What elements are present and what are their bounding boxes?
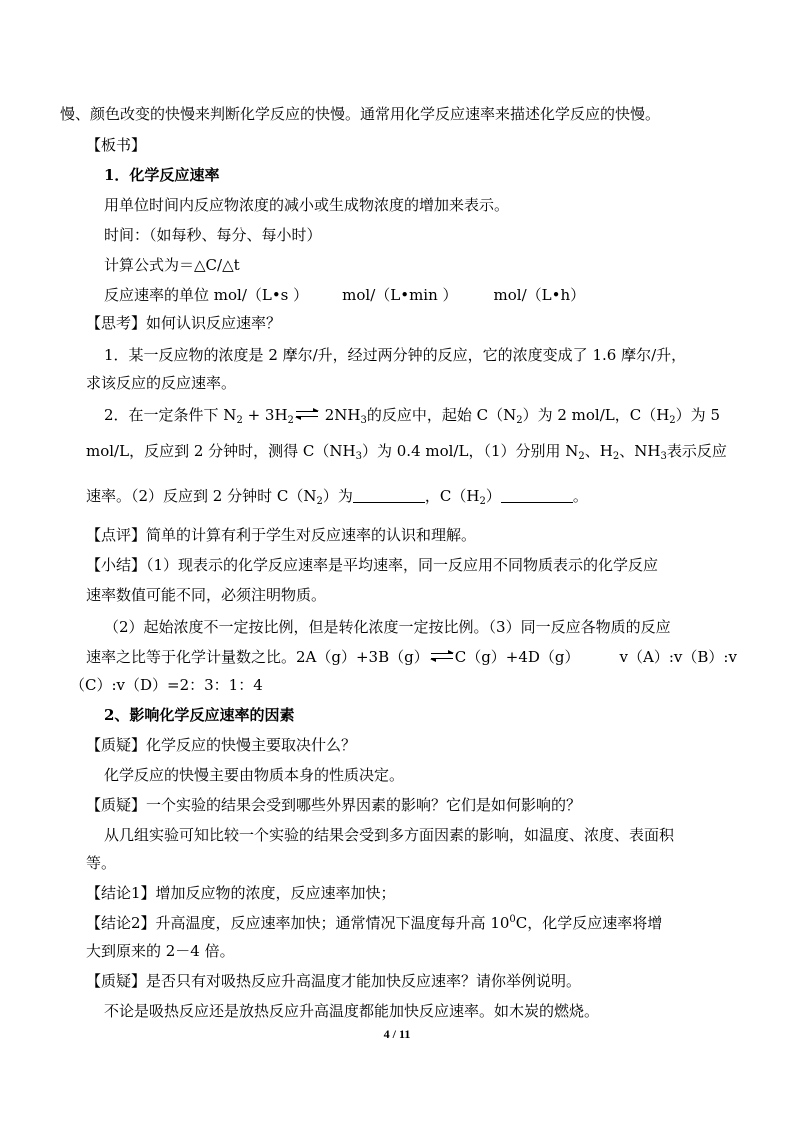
conclusion-2: 【结论2】升高温度，反应速率加快；通常情况下温度每升高 $10^0C$，化学反应速率将增 [86, 914, 663, 932]
text-line: （C）:v（D）=2：3：1：4 [70, 676, 263, 694]
answer-blank [501, 488, 573, 503]
section-label-summary: 【小结】（1）现表示的化学反应速率是平均速率，同一反应用不同物质表示的化学反应 [86, 556, 659, 574]
text-line: 用单位时间内反应物浓度的减小或生成物浓度的增加来表示。 [104, 196, 510, 214]
section-label-comment: 【点评】简单的计算有利于学生对反应速率的认识和理解。 [86, 526, 477, 544]
text-line: 化学反应的快慢主要由物质本身的性质决定。 [104, 766, 405, 784]
unit-per-hour: mol/（L•h） [493, 286, 586, 304]
page-number: 4 / 11 [383, 1027, 411, 1041]
text-line: （2）起始浓度不一定按比例，但是转化浓度一定按比例。（3）同一反应各物质的反应 [104, 618, 671, 636]
text-line: 慢、颜色改变的快慢来判断化学反应的快慢。通常用化学反应速率来描述化学反应的快慢。 [60, 105, 661, 123]
heading-reaction-rate: 1．化学反应速率 [104, 166, 220, 184]
text-line: 从几组实验可知比较一个实验的结果会受到多方面因素的影响，如温度、浓度、表面积 [104, 826, 675, 844]
heading-factors: 2、影响化学反应速率的因素 [104, 706, 295, 724]
section-label-board: 【板书】 [86, 136, 147, 154]
text-line: 不论是吸热反应还是放热反应升高温度都能加快反应速率。如木炭的燃烧。 [104, 1002, 600, 1020]
section-label-question: 【质疑】是否只有对吸热反应升高温度才能加快反应速率？请你举例说明。 [86, 972, 582, 990]
rate-units-line [104, 285, 585, 305]
section-label-think: 【思考】如何认识反应速率？ [86, 314, 282, 332]
formula-line: 计算公式为＝△C/△t [104, 256, 240, 274]
reversible-arrow-icon [296, 409, 318, 419]
answer-blank [353, 488, 425, 503]
question-2: 2．在一定条件下 $N_2 + 3H_2$ $2NH_3$的反应中，起始 $C(N_2)$为 2 mol/L，$C(H_2)$为 5 [104, 406, 720, 426]
conclusion-1: 【结论1】增加反应物的浓度，反应速率加快； [86, 884, 396, 902]
text-line: 速率数值可能不同，必须注明物质。 [86, 586, 327, 604]
section-label-question: 【质疑】化学反应的快慢主要取决什么？ [86, 736, 357, 754]
section-label-question: 【质疑】一个实验的结果会受到哪些外界因素的影响？它们是如何影响的？ [86, 796, 582, 814]
unit-per-second: 反应速率的单位 mol/（L•s ） [104, 286, 309, 304]
question-1: 1．某一反应物的浓度是 2 摩尔/升，经过两分钟的反应，它的浓度变成了 1.6 摩尔/升， [104, 346, 687, 364]
reversible-arrow-icon [431, 651, 453, 661]
text-line: 大到原来的 2－4 倍。 [86, 942, 235, 960]
unit-per-minute: mol/（L•min ） [342, 286, 458, 304]
text-line: 等。 [86, 854, 117, 872]
question-2-cont: 速率。（2）反应到 2 分钟时 $C(N_2)$为 ，$C(H_2)$ 。 [86, 487, 588, 507]
question-1-cont: 求该反应的反应速率。 [86, 374, 237, 392]
question-2-cont: mol/L，反应到 2 分钟时，测得 $C(NH_3)$为 0.4 mol/L，（1）分别用 $N_2$、$H_2$、$NH_3$表示反应 [86, 442, 727, 462]
rate-ratio-line: 速率之比等于化学计量数之比。2A（g）+3B（g） C（g）+4D（g） v（A）:v（B）:v [86, 648, 737, 666]
text-line: 时间：（如每秒、每分、每小时） [104, 226, 322, 244]
